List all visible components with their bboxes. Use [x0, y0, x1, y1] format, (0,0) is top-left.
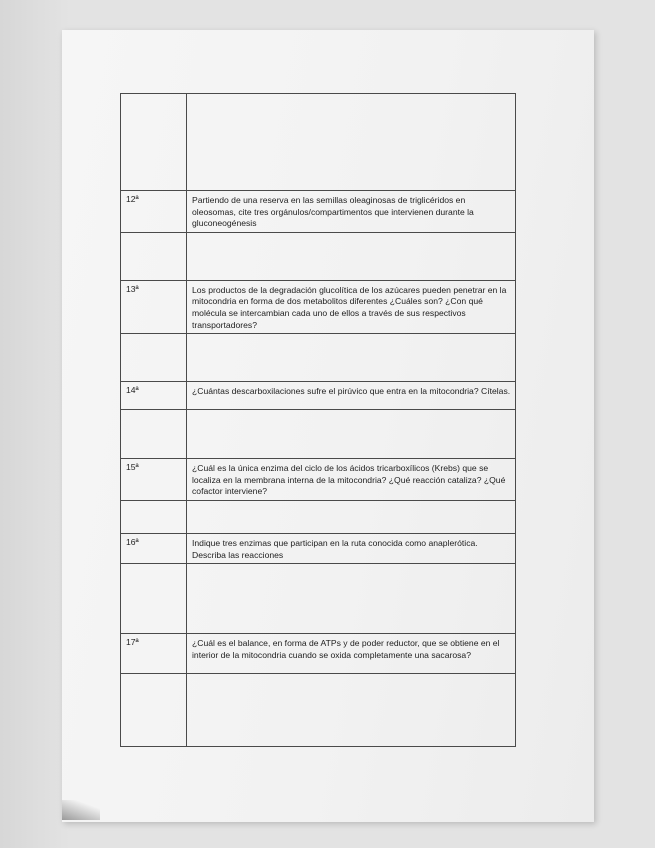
number-cell [121, 94, 187, 191]
number-cell [121, 674, 187, 747]
answer-row [121, 674, 516, 747]
question-text: ¿Cuál es el balance, en forma de ATPs y de poder reductor, que se obtiene en el interior de la mitocondria cuando se oxida completamente una sacarosa? [192, 638, 500, 660]
question-row [121, 191, 516, 233]
question-number-cell [121, 459, 187, 501]
question-number: 17ª [126, 637, 139, 648]
question-text: Partiendo de una reserva en las semillas oleaginosas de triglicéridos en oleosomas, cite tres orgánulos/compartimentos que intervienen durante la gluconeogénesis [192, 195, 474, 229]
question-number-cell [121, 382, 187, 410]
answer-cell[interactable] [187, 564, 516, 634]
question-number-cell [121, 191, 187, 233]
question-text: Los productos de la degradación glucolítica de los azúcares pueden penetrar en la mitocondria en forma de dos metabolitos diferentes ¿Cuáles son? ¿Con qué molécula se intercambian cada uno de ellos a través de sus respectivos transportadores? [192, 284, 507, 330]
number-cell [121, 564, 187, 634]
question-number-cell [121, 534, 187, 564]
answer-row [121, 334, 516, 382]
number-cell [121, 334, 187, 382]
question-row [121, 634, 516, 674]
question-row [121, 382, 516, 410]
answer-cell[interactable] [187, 94, 516, 191]
answer-row [121, 564, 516, 634]
question-text-cell [187, 534, 516, 564]
question-text-cell [187, 191, 516, 233]
question-number: 16ª [126, 537, 139, 548]
question-row [121, 280, 516, 333]
answer-cell[interactable] [187, 410, 516, 459]
question-text-cell [187, 634, 516, 674]
answer-row [121, 94, 516, 191]
question-number-cell [121, 634, 187, 674]
page-corner-shadow [62, 800, 100, 820]
answer-row [121, 410, 516, 459]
question-text: Indique tres enzimas que participan en la ruta conocida como anaplerótica. Describa las reacciones [192, 538, 478, 560]
answer-cell[interactable] [187, 232, 516, 280]
answer-row [121, 232, 516, 280]
question-number: 15ª [126, 462, 139, 473]
question-text: ¿Cuántas descarboxilaciones sufre el pirúvico que entra en la mitocondria? Cítelas. [192, 386, 511, 397]
number-cell [121, 232, 187, 280]
question-row [121, 459, 516, 501]
question-text-cell [187, 280, 516, 333]
question-text-cell [187, 459, 516, 501]
question-text: ¿Cuál es la única enzima del ciclo de los ácidos tricarboxílicos (Krebs) que se localiza en la membrana interna de la mitocondria? ¿Qué reacción cataliza? ¿Qué cofactor interviene? [192, 463, 506, 497]
page-shadow [0, 0, 70, 848]
question-number: 14ª [126, 385, 139, 396]
questions-table [120, 93, 516, 747]
number-cell [121, 410, 187, 459]
answer-cell[interactable] [187, 334, 516, 382]
question-text-cell [187, 382, 516, 410]
question-number: 12ª [126, 194, 139, 204]
question-row [121, 534, 516, 564]
question-number: 13ª [126, 283, 139, 294]
answer-cell[interactable] [187, 501, 516, 534]
question-number-cell [121, 280, 187, 333]
number-cell [121, 501, 187, 534]
answer-cell[interactable] [187, 674, 516, 747]
answer-row [121, 501, 516, 534]
